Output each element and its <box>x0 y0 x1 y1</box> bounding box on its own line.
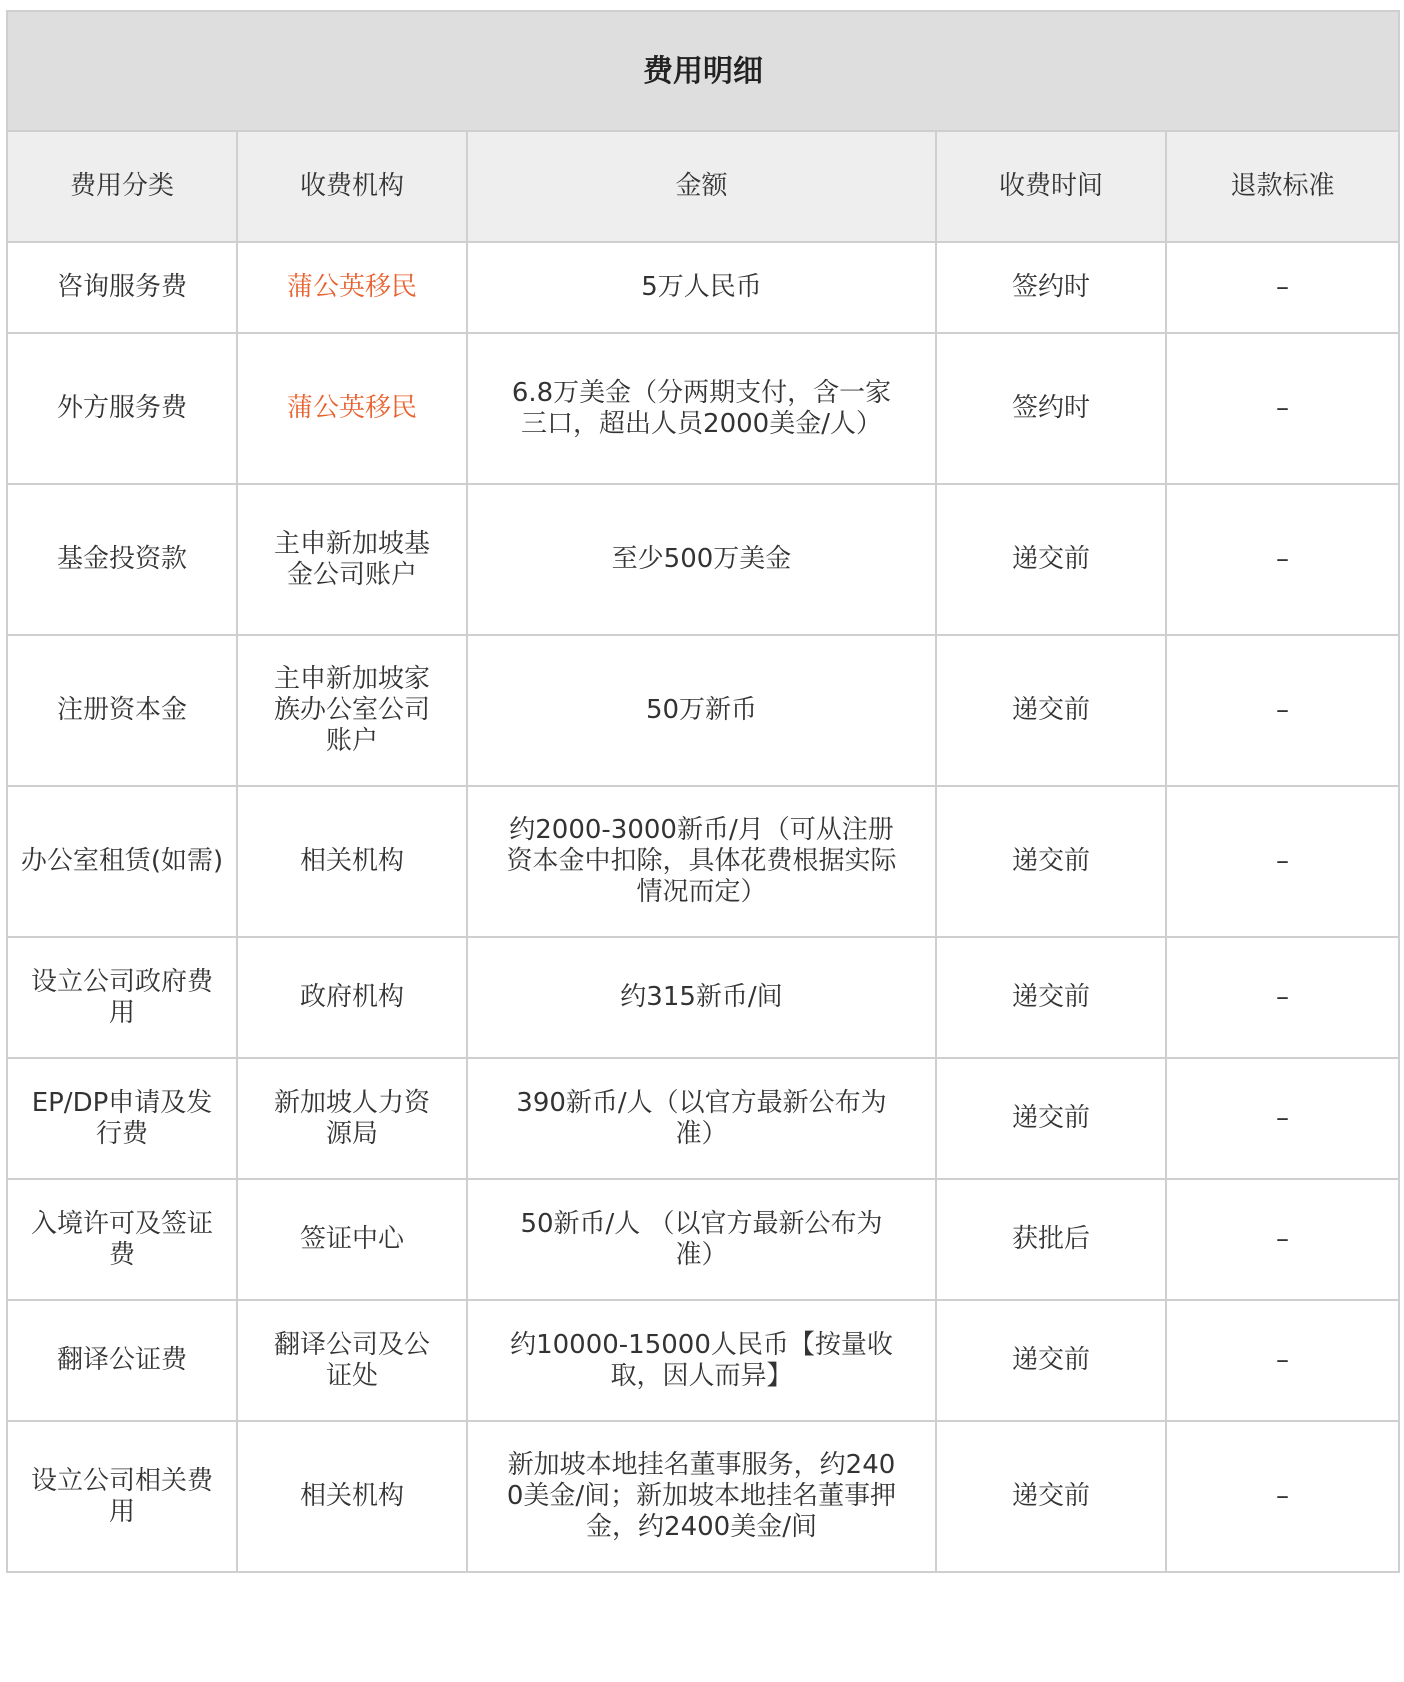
table-row <box>7 333 1399 484</box>
cell-org: 蒲公英移民 <box>237 333 467 484</box>
table-row <box>7 635 1399 786</box>
cell-time: 递交前 <box>936 1058 1166 1179</box>
cell-time: 递交前 <box>936 1300 1166 1421</box>
cell-refund: – <box>1166 937 1399 1058</box>
column-header-org: 收费机构 <box>237 131 467 242</box>
cell-refund: – <box>1166 333 1399 484</box>
table-title-row <box>7 11 1399 131</box>
table-row <box>7 786 1399 937</box>
cell-category: 咨询服务费 <box>7 242 237 333</box>
cell-category: 办公室租赁(如需) <box>7 786 237 937</box>
cell-category: 外方服务费 <box>7 333 237 484</box>
cell-refund: – <box>1166 786 1399 937</box>
column-header-refund: 退款标准 <box>1166 131 1399 242</box>
table-title: 费用明细 <box>7 11 1399 131</box>
cell-category: 注册资本金 <box>7 635 237 786</box>
cell-org: 签证中心 <box>237 1179 467 1300</box>
table-row <box>7 1421 1399 1572</box>
cell-org: 相关机构 <box>237 1421 467 1572</box>
cell-category: 设立公司相关费用 <box>7 1421 237 1572</box>
table-row <box>7 484 1399 635</box>
cell-org: 主申新加坡家族办公室公司账户 <box>237 635 467 786</box>
cell-org: 蒲公英移民 <box>237 242 467 333</box>
cell-refund: – <box>1166 1300 1399 1421</box>
cell-amount: 50新币/人 （以官方最新公布为准） <box>467 1179 936 1300</box>
cell-time: 签约时 <box>936 333 1166 484</box>
cell-org: 翻译公司及公证处 <box>237 1300 467 1421</box>
fee-table <box>6 10 1400 1573</box>
cell-org: 相关机构 <box>237 786 467 937</box>
table-row <box>7 1300 1399 1421</box>
cell-amount: 6.8万美金（分两期支付，含一家三口，超出人员2000美金/人） <box>467 333 936 484</box>
cell-org: 新加坡人力资源局 <box>237 1058 467 1179</box>
cell-category: 基金投资款 <box>7 484 237 635</box>
column-header-category: 费用分类 <box>7 131 237 242</box>
table-row <box>7 242 1399 333</box>
cell-category: 设立公司政府费用 <box>7 937 237 1058</box>
cell-amount: 约2000-3000新币/月（可从注册资本金中扣除，具体花费根据实际情况而定） <box>467 786 936 937</box>
table-header-row <box>7 131 1399 242</box>
cell-amount: 至少500万美金 <box>467 484 936 635</box>
cell-org: 主申新加坡基金公司账户 <box>237 484 467 635</box>
table-body <box>7 242 1399 1572</box>
cell-amount: 390新币/人（以官方最新公布为准） <box>467 1058 936 1179</box>
cell-amount: 新加坡本地挂名董事服务，约2400美金/间；新加坡本地挂名董事押金，约2400美金/间 <box>467 1421 936 1572</box>
cell-category: EP/DP申请及发行费 <box>7 1058 237 1179</box>
cell-time: 递交前 <box>936 786 1166 937</box>
cell-org: 政府机构 <box>237 937 467 1058</box>
cell-time: 签约时 <box>936 242 1166 333</box>
cell-amount: 5万人民币 <box>467 242 936 333</box>
cell-time: 递交前 <box>936 937 1166 1058</box>
cell-amount: 约315新币/间 <box>467 937 936 1058</box>
cell-category: 翻译公证费 <box>7 1300 237 1421</box>
cell-amount: 约10000-15000人民币【按量收取，因人而异】 <box>467 1300 936 1421</box>
cell-refund: – <box>1166 1421 1399 1572</box>
cell-time: 递交前 <box>936 1421 1166 1572</box>
cell-refund: – <box>1166 1058 1399 1179</box>
table-row <box>7 937 1399 1058</box>
cell-refund: – <box>1166 635 1399 786</box>
cell-time: 递交前 <box>936 635 1166 786</box>
cell-time: 递交前 <box>936 484 1166 635</box>
cell-refund: – <box>1166 242 1399 333</box>
fee-detail-panel <box>6 10 1398 1573</box>
table-row <box>7 1179 1399 1300</box>
cell-refund: – <box>1166 1179 1399 1300</box>
cell-time: 获批后 <box>936 1179 1166 1300</box>
cell-refund: – <box>1166 484 1399 635</box>
table-row <box>7 1058 1399 1179</box>
cell-amount: 50万新币 <box>467 635 936 786</box>
column-header-amount: 金额 <box>467 131 936 242</box>
column-header-time: 收费时间 <box>936 131 1166 242</box>
cell-category: 入境许可及签证费 <box>7 1179 237 1300</box>
